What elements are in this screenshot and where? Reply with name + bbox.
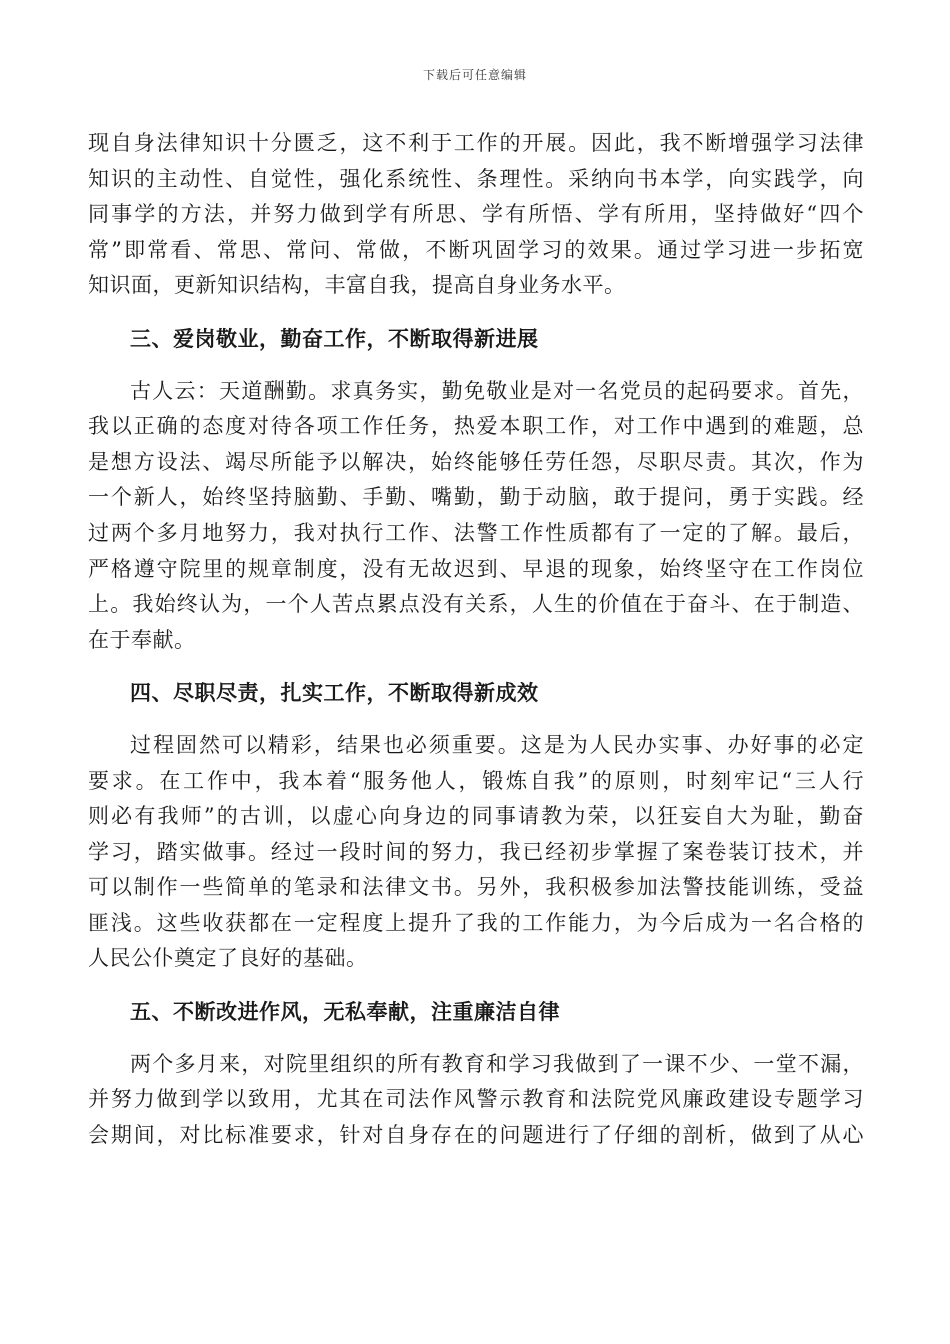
section-heading: 三、爱岗敬业，勤奋工作，不断取得新进展	[130, 325, 539, 351]
paragraph-line: 会期间，对比标准要求，针对自身存在的问题进行了仔细的剖析，做到了从心	[88, 1122, 864, 1147]
paragraph-line: 知识面，更新知识结构，丰富自我，提高自身业务水平。	[88, 273, 626, 298]
document-body	[88, 126, 864, 1153]
section-heading: 五、不断改进作风，无私奉献，注重廉洁自律	[130, 999, 560, 1025]
paragraph-line: 可以制作一些简单的笔录和法律文书。另外，我积极参加法警技能训练，受益	[88, 875, 864, 900]
paragraph-line: 同事学的方法，并努力做到学有所思、学有所悟、学有所用，坚持做好“四个	[88, 202, 864, 227]
paragraph-line: 在于奉献。	[88, 627, 196, 652]
section-heading: 四、尽职尽责，扎实工作，不断取得新成效	[130, 680, 539, 706]
paragraph-line: 要求。在工作中，我本着“服务他人，锻炼自我”的原则，时刻牢记“三人行	[88, 768, 864, 793]
paragraph-line: 学习，踏实做事。经过一段时间的努力，我已经初步掌握了案卷装订技术，并	[88, 839, 864, 864]
paragraph	[88, 374, 864, 659]
paragraph-line: 上。我始终认为，一个人苦点累点没有关系，人生的价值在于奋斗、在于制造、	[88, 592, 864, 617]
paragraph-line: 一个新人，始终坚持脑勤、手勤、嘴勤，勤于动脑，敢于提问，勇于实践。经	[88, 485, 864, 510]
paragraph-line: 我以正确的态度对待各项工作任务，热爱本职工作，对工作中遇到的难题，总	[88, 414, 864, 439]
paragraph-line: 古人云：天道酬勤。求真务实，勤免敬业是对一名党员的起码要求。首先，	[130, 378, 864, 403]
paragraph-line: 过程固然可以精彩，结果也必须重要。这是为人民办实事、办好事的必定	[130, 732, 864, 757]
paragraph-line: 匪浅。这些收获都在一定程度上提升了我的工作能力，为今后成为一名合格的	[88, 910, 864, 935]
paragraph-line: 则必有我师”的古训，以虚心向身边的同事请教为荣，以狂妄自大为耻，勤奋	[88, 804, 864, 829]
page-header: 下载后可任意编辑	[422, 68, 527, 82]
paragraph	[88, 1047, 864, 1154]
paragraph-line: 严格遵守院里的规章制度，没有无故迟到、早退的现象，始终坚守在工作岗位	[88, 556, 864, 581]
paragraph-line: 并努力做到学以致用，尤其在司法作风警示教育和法院党风廉政建设专题学习	[88, 1087, 864, 1112]
paragraph-line: 知识的主动性、自觉性，强化系统性、条理性。采纳向书本学，向实践学，向	[88, 166, 864, 191]
paragraph-line: 两个多月来，对院里组织的所有教育和学习我做到了一课不少、一堂不漏，	[130, 1051, 864, 1076]
paragraph-line: 过两个多月地努力，我对执行工作、法警工作性质都有了一定的了解。最后，	[88, 520, 864, 545]
paragraph	[88, 126, 864, 304]
paragraph-line: 是想方设法、竭尽所能予以解决，始终能够任劳任怨，尽职尽责。其次，作为	[88, 449, 864, 474]
paragraph	[88, 728, 864, 977]
paragraph-line: 现自身法律知识十分匮乏，这不利于工作的开展。因此，我不断增强学习法律	[88, 131, 864, 155]
paragraph-line: 常”即常看、常思、常问、常做，不断巩固学习的效果。通过学习进一步拓宽	[88, 237, 864, 262]
paragraph-line: 人民公仆奠定了良好的基础。	[88, 946, 368, 971]
